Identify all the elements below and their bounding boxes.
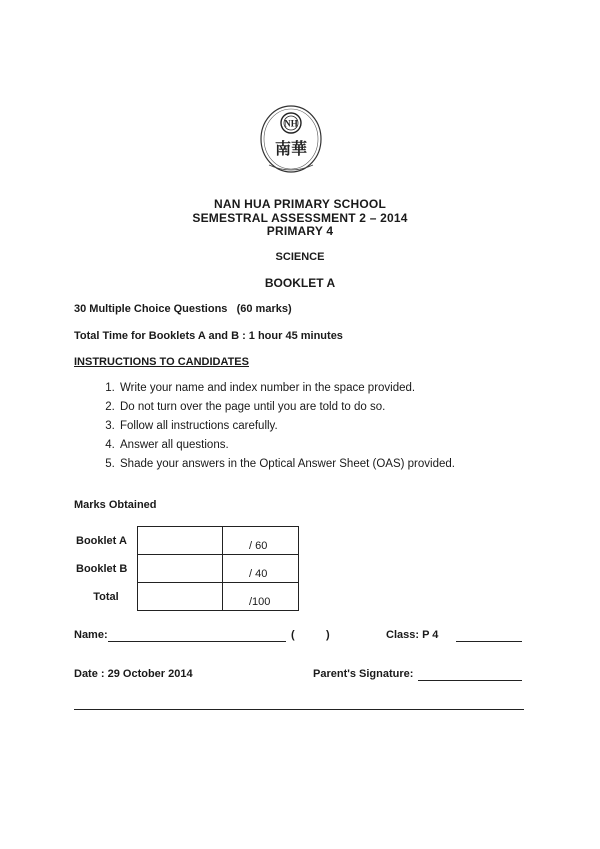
primary-level: PRIMARY 4	[266, 224, 334, 238]
subject-title: SCIENCE	[275, 251, 325, 263]
questions-info	[74, 303, 292, 315]
instruction-item: 1. Write your name and index number in the space provided.	[118, 382, 520, 394]
logo-chinese-name: 南華	[274, 139, 308, 158]
logo-monogram: NH	[284, 118, 298, 129]
instructions-heading: INSTRUCTIONS TO CANDIDATES	[74, 356, 249, 368]
instructions-list	[100, 382, 520, 470]
class-label: Class: P 4	[386, 629, 439, 641]
questions-marks: (60 marks)	[236, 303, 292, 315]
marks-obtained-title: Marks Obtained	[74, 499, 157, 511]
instructions-list-container	[100, 382, 520, 477]
booklet-a-score-box[interactable]	[138, 527, 223, 555]
index-open-paren: (	[291, 629, 295, 641]
booklet-a-max: / 60	[223, 527, 299, 555]
instruction-item: 4. Answer all questions.	[118, 439, 520, 451]
name-label: Name:	[74, 629, 108, 641]
table-row	[76, 527, 299, 555]
exam-date: Date : 29 October 2014	[74, 668, 193, 680]
row-label: Total	[93, 590, 119, 603]
name-field[interactable]	[108, 630, 286, 642]
booklet-b-score-box[interactable]	[138, 555, 223, 583]
table-row	[76, 555, 299, 583]
row-label: Booklet B	[76, 562, 128, 575]
instruction-item: 3. Follow all instructions carefully.	[118, 420, 520, 432]
row-label: Booklet A	[76, 534, 127, 547]
school-crest-logo	[259, 103, 323, 183]
school-name: NAN HUA PRIMARY SCHOOL	[214, 197, 386, 211]
total-score-box[interactable]	[138, 583, 223, 611]
instruction-item: 5. Shade your answers in the Optical Answer Sheet (OAS) provided.	[118, 458, 520, 470]
class-field[interactable]	[456, 630, 522, 642]
bottom-divider	[74, 709, 524, 710]
booklet-b-max: / 40	[223, 555, 299, 583]
parent-signature-label: Parent's Signature:	[313, 668, 414, 680]
total-max: /100	[223, 583, 299, 611]
instruction-item: 2. Do not turn over the page until you are told to do so.	[118, 401, 520, 413]
index-number-field[interactable]	[298, 630, 324, 641]
marks-table	[76, 526, 299, 611]
total-time: Total Time for Booklets A and B : 1 hour 45 minutes	[74, 330, 343, 342]
booklet-title: BOOKLET A	[264, 276, 336, 290]
assessment-title: SEMESTRAL ASSESSMENT 2 – 2014	[192, 211, 408, 225]
index-close-paren: )	[326, 629, 330, 641]
parent-signature-field[interactable]	[418, 669, 522, 681]
table-row	[76, 583, 299, 611]
questions-count: 30 Multiple Choice Questions	[74, 303, 228, 315]
